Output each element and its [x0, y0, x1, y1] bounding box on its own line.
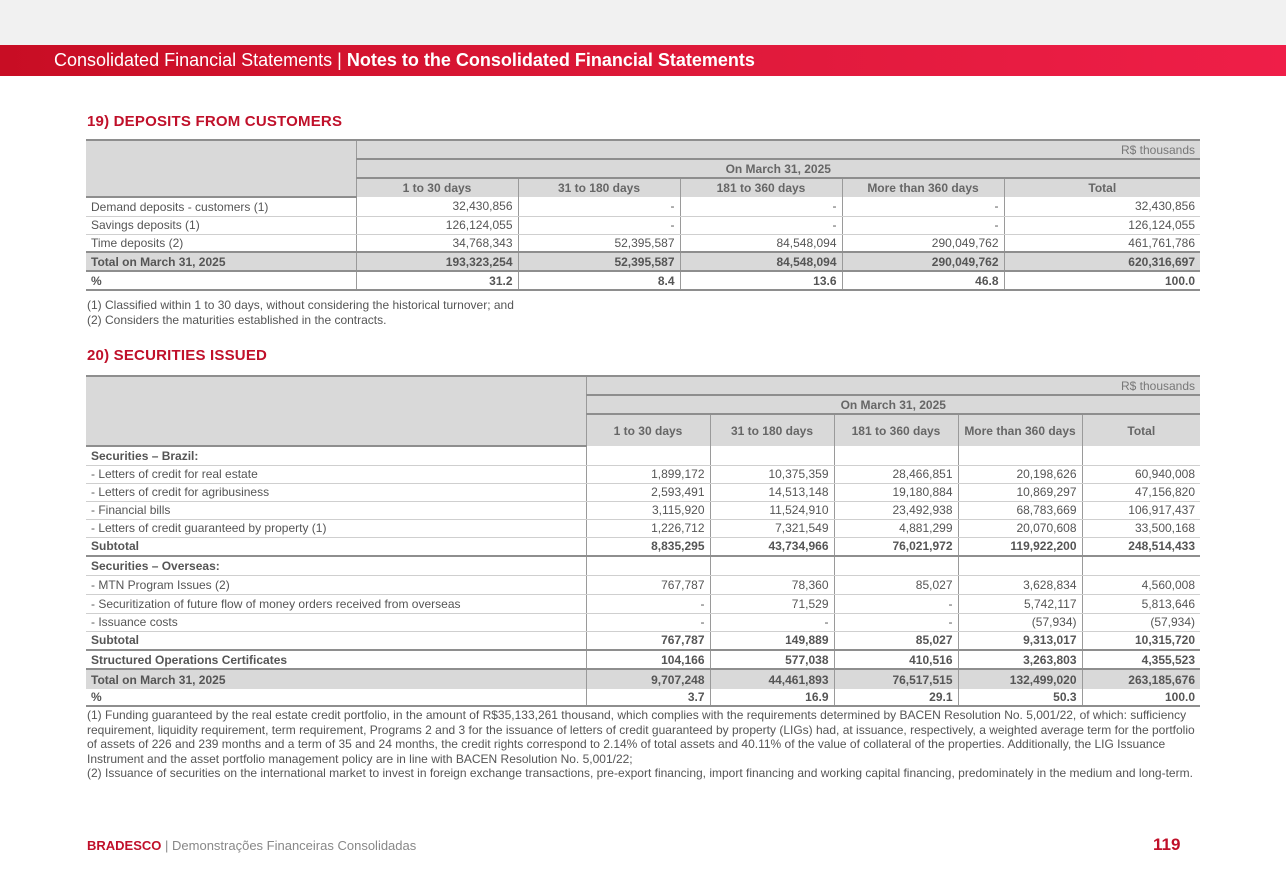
footer-brand-line: [87, 838, 416, 853]
cell-value: 767,787: [586, 575, 710, 594]
securities-label-header: [86, 376, 586, 446]
row-label: Subtotal: [86, 537, 586, 556]
securities-col-header: 1 to 30 days: [586, 414, 710, 446]
cell-value: 248,514,433: [1082, 537, 1200, 556]
cell-value: 16.9: [710, 689, 834, 706]
securities-notes: [87, 708, 1201, 781]
securities-table: [86, 375, 1200, 707]
cell-value: 3.7: [586, 689, 710, 706]
table-row: [86, 197, 1200, 216]
row-label: Subtotal: [86, 631, 586, 650]
cell-value: 577,038: [710, 650, 834, 669]
cell-value: 10,315,720: [1082, 631, 1200, 650]
cell-value: 126,124,055: [1004, 216, 1200, 234]
cell-value: 4,560,008: [1082, 575, 1200, 594]
cell-value: 32,430,856: [356, 197, 518, 216]
deposits-notes: [87, 298, 1201, 327]
securities-title: 20) SECURITIES ISSUED: [87, 347, 268, 364]
cell-value: 149,889: [710, 631, 834, 650]
cell-value: -: [680, 197, 842, 216]
cell-value: 20,070,608: [958, 519, 1082, 537]
securities-unit: R$ thousands: [586, 376, 1200, 395]
row-label: - Letters of credit for agribusiness: [86, 483, 586, 501]
table-row: [86, 465, 1200, 483]
cell-value: 47,156,820: [1082, 483, 1200, 501]
cell-value: 132,499,020: [958, 669, 1082, 689]
deposits-table: [86, 139, 1200, 291]
footnote: (2) Considers the maturities established in the contracts.: [87, 312, 387, 327]
cell-value: -: [680, 216, 842, 234]
cell-value: 23,492,938: [834, 501, 958, 519]
cell-value: 10,375,359: [710, 465, 834, 483]
cell-value: 290,049,762: [842, 252, 1004, 271]
cell-value: 19,180,884: [834, 483, 958, 501]
footer-brand: BRADESCO: [87, 838, 162, 853]
cell-value: 9,313,017: [958, 631, 1082, 650]
cell-value: 1,226,712: [586, 519, 710, 537]
row-label: %: [86, 689, 586, 706]
cell-value: 193,323,254: [356, 252, 518, 271]
cell-value: 461,761,786: [1004, 234, 1200, 252]
cell-value: -: [586, 594, 710, 613]
table-row: [86, 483, 1200, 501]
cell-value: 3,628,834: [958, 575, 1082, 594]
cell-value: 84,548,094: [680, 234, 842, 252]
cell-value: 5,813,646: [1082, 594, 1200, 613]
cell-value: 13.6: [680, 271, 842, 290]
cell-value: 100.0: [1004, 271, 1200, 290]
cell-value: 31.2: [356, 271, 518, 290]
row-label: %: [86, 271, 356, 290]
securities-col-header: 181 to 360 days: [834, 414, 958, 446]
row-label: Securities – Overseas:: [86, 556, 586, 575]
cell-value: 263,185,676: [1082, 669, 1200, 689]
cell-value: 33,500,168: [1082, 519, 1200, 537]
cell-value: 76,517,515: [834, 669, 958, 689]
deposits-unit: R$ thousands: [356, 140, 1200, 159]
cell-value: (57,934): [958, 613, 1082, 631]
header-section: Consolidated Financial Statements: [54, 50, 333, 70]
deposits-col-header: 181 to 360 days: [680, 178, 842, 197]
cell-value: 9,707,248: [586, 669, 710, 689]
empty-cell: [586, 446, 710, 465]
percent-row: [86, 689, 1200, 706]
row-label: - Financial bills: [86, 501, 586, 519]
cell-value: 119,922,200: [958, 537, 1082, 556]
row-label: Demand deposits - customers (1): [86, 197, 356, 216]
footnote: (1) Classified within 1 to 30 days, without considering the historical turnover; and: [87, 298, 514, 312]
header-subsection: Notes to the Consolidated Financial Statements: [346, 50, 755, 70]
cell-value: 8.4: [518, 271, 680, 290]
cell-value: 7,321,549: [710, 519, 834, 537]
cell-value: 85,027: [834, 575, 958, 594]
group-heading-row: [86, 556, 1200, 575]
cell-value: 5,742,117: [958, 594, 1082, 613]
cell-value: -: [710, 613, 834, 631]
securities-col-header: Total: [1082, 414, 1200, 446]
cell-value: 84,548,094: [680, 252, 842, 271]
cell-value: -: [834, 594, 958, 613]
empty-cell: [834, 446, 958, 465]
table-row: [86, 519, 1200, 537]
cell-value: 4,881,299: [834, 519, 958, 537]
cell-value: 11,524,910: [710, 501, 834, 519]
cell-value: 4,355,523: [1082, 650, 1200, 669]
header-separator: |: [332, 50, 347, 70]
group-heading-row: [86, 446, 1200, 465]
row-label: - Securitization of future flow of money orders received from overseas: [86, 594, 586, 613]
cell-value: 29.1: [834, 689, 958, 706]
footer-separator: |: [161, 838, 173, 853]
empty-cell: [586, 556, 710, 575]
cell-value: 14,513,148: [710, 483, 834, 501]
empty-cell: [958, 556, 1082, 575]
cell-value: 10,869,297: [958, 483, 1082, 501]
cell-value: 1,899,172: [586, 465, 710, 483]
soc-row: [86, 650, 1200, 669]
row-label: Total on March 31, 2025: [86, 252, 356, 271]
cell-value: 52,395,587: [518, 252, 680, 271]
row-label: - Issuance costs: [86, 613, 586, 631]
row-label: - Letters of credit for real estate: [86, 465, 586, 483]
cell-value: 71,529: [710, 594, 834, 613]
table-row: [86, 575, 1200, 594]
row-label: Securities – Brazil:: [86, 446, 586, 465]
table-row: [86, 613, 1200, 631]
cell-value: 52,395,587: [518, 234, 680, 252]
deposits-col-header: 31 to 180 days: [518, 178, 680, 197]
cell-value: 44,461,893: [710, 669, 834, 689]
footer-subtitle: Demonstrações Financeiras Consolidadas: [172, 838, 417, 853]
cell-value: 60,940,008: [1082, 465, 1200, 483]
cell-value: 85,027: [834, 631, 958, 650]
empty-cell: [834, 556, 958, 575]
cell-value: 290,049,762: [842, 234, 1004, 252]
cell-value: 3,115,920: [586, 501, 710, 519]
cell-value: 68,783,669: [958, 501, 1082, 519]
cell-value: 410,516: [834, 650, 958, 669]
total-row: [86, 252, 1200, 271]
cell-value: 106,917,437: [1082, 501, 1200, 519]
header-banner: [0, 45, 1286, 76]
deposits-col-header: 1 to 30 days: [356, 178, 518, 197]
cell-value: 76,021,972: [834, 537, 958, 556]
deposits-title: 19) DEPOSITS FROM CUSTOMERS: [87, 113, 343, 130]
cell-value: 767,787: [586, 631, 710, 650]
cell-value: (57,934): [1082, 613, 1200, 631]
subtotal-row: [86, 631, 1200, 650]
securities-col-header: More than 360 days: [958, 414, 1082, 446]
cell-value: 78,360: [710, 575, 834, 594]
cell-value: 8,835,295: [586, 537, 710, 556]
cell-value: 43,734,966: [710, 537, 834, 556]
table-row: [86, 234, 1200, 252]
table-row: [86, 594, 1200, 613]
cell-value: 2,593,491: [586, 483, 710, 501]
cell-value: -: [518, 197, 680, 216]
empty-cell: [710, 556, 834, 575]
cell-value: 126,124,055: [356, 216, 518, 234]
row-label: - Letters of credit guaranteed by property (1): [86, 519, 586, 537]
page-number: 119: [1153, 835, 1181, 854]
securities-col-header: 31 to 180 days: [710, 414, 834, 446]
cell-value: -: [842, 197, 1004, 216]
cell-value: -: [518, 216, 680, 234]
cell-value: 20,198,626: [958, 465, 1082, 483]
subtotal-row: [86, 537, 1200, 556]
cell-value: 46.8: [842, 271, 1004, 290]
footnote: (1) Funding guaranteed by the real estate credit portfolio, in the amount of R$35,133,261 thousand, which complies with the requirements determined by BACEN Resolution No. 5,001/22, of which: sufficiency requirement, liquidity requirement, term requirement, Programs 2 and 3 for the issuance of letters of credit guaranteed by property (LIGs) had, at issuance, respectively, a weighted average term for the portfolio of assets of 226 and 239 months and a term of 35 and 24 months, the credit rights correspond to 2.14% of total assets and 40.11% of the value of collateral of the properties. Additionally, the LIG Issuance Instrument and the asset portfolio management policy are in line with BACEN Resolution No. 5,001/22;: [87, 708, 1195, 766]
cell-value: -: [834, 613, 958, 631]
cell-value: 34,768,343: [356, 234, 518, 252]
top-strip: [0, 0, 1286, 45]
footnote: (2) Issuance of securities on the international market to invest in foreign exchange transactions, pre-export financing, import financing and working capital financing, predominately in the medium and long-term.: [87, 766, 1193, 781]
row-label: Time deposits (2): [86, 234, 356, 252]
cell-value: 620,316,697: [1004, 252, 1200, 271]
table-row: [86, 501, 1200, 519]
row-label: Structured Operations Certificates: [86, 650, 586, 669]
row-label: Total on March 31, 2025: [86, 669, 586, 689]
empty-cell: [710, 446, 834, 465]
deposits-col-header: More than 360 days: [842, 178, 1004, 197]
cell-value: 50.3: [958, 689, 1082, 706]
empty-cell: [1082, 556, 1200, 575]
cell-value: 3,263,803: [958, 650, 1082, 669]
cell-value: 100.0: [1082, 689, 1200, 706]
cell-value: 104,166: [586, 650, 710, 669]
percent-row: [86, 271, 1200, 290]
deposits-period: On March 31, 2025: [356, 159, 1200, 178]
cell-value: -: [586, 613, 710, 631]
table-row: [86, 216, 1200, 234]
row-label: - MTN Program Issues (2): [86, 575, 586, 594]
deposits-label-header: [86, 140, 356, 197]
securities-period: On March 31, 2025: [586, 395, 1200, 414]
cell-value: 28,466,851: [834, 465, 958, 483]
cell-value: 32,430,856: [1004, 197, 1200, 216]
total-row: [86, 669, 1200, 689]
deposits-col-header: Total: [1004, 178, 1200, 197]
cell-value: -: [842, 216, 1004, 234]
empty-cell: [958, 446, 1082, 465]
row-label: Savings deposits (1): [86, 216, 356, 234]
empty-cell: [1082, 446, 1200, 465]
